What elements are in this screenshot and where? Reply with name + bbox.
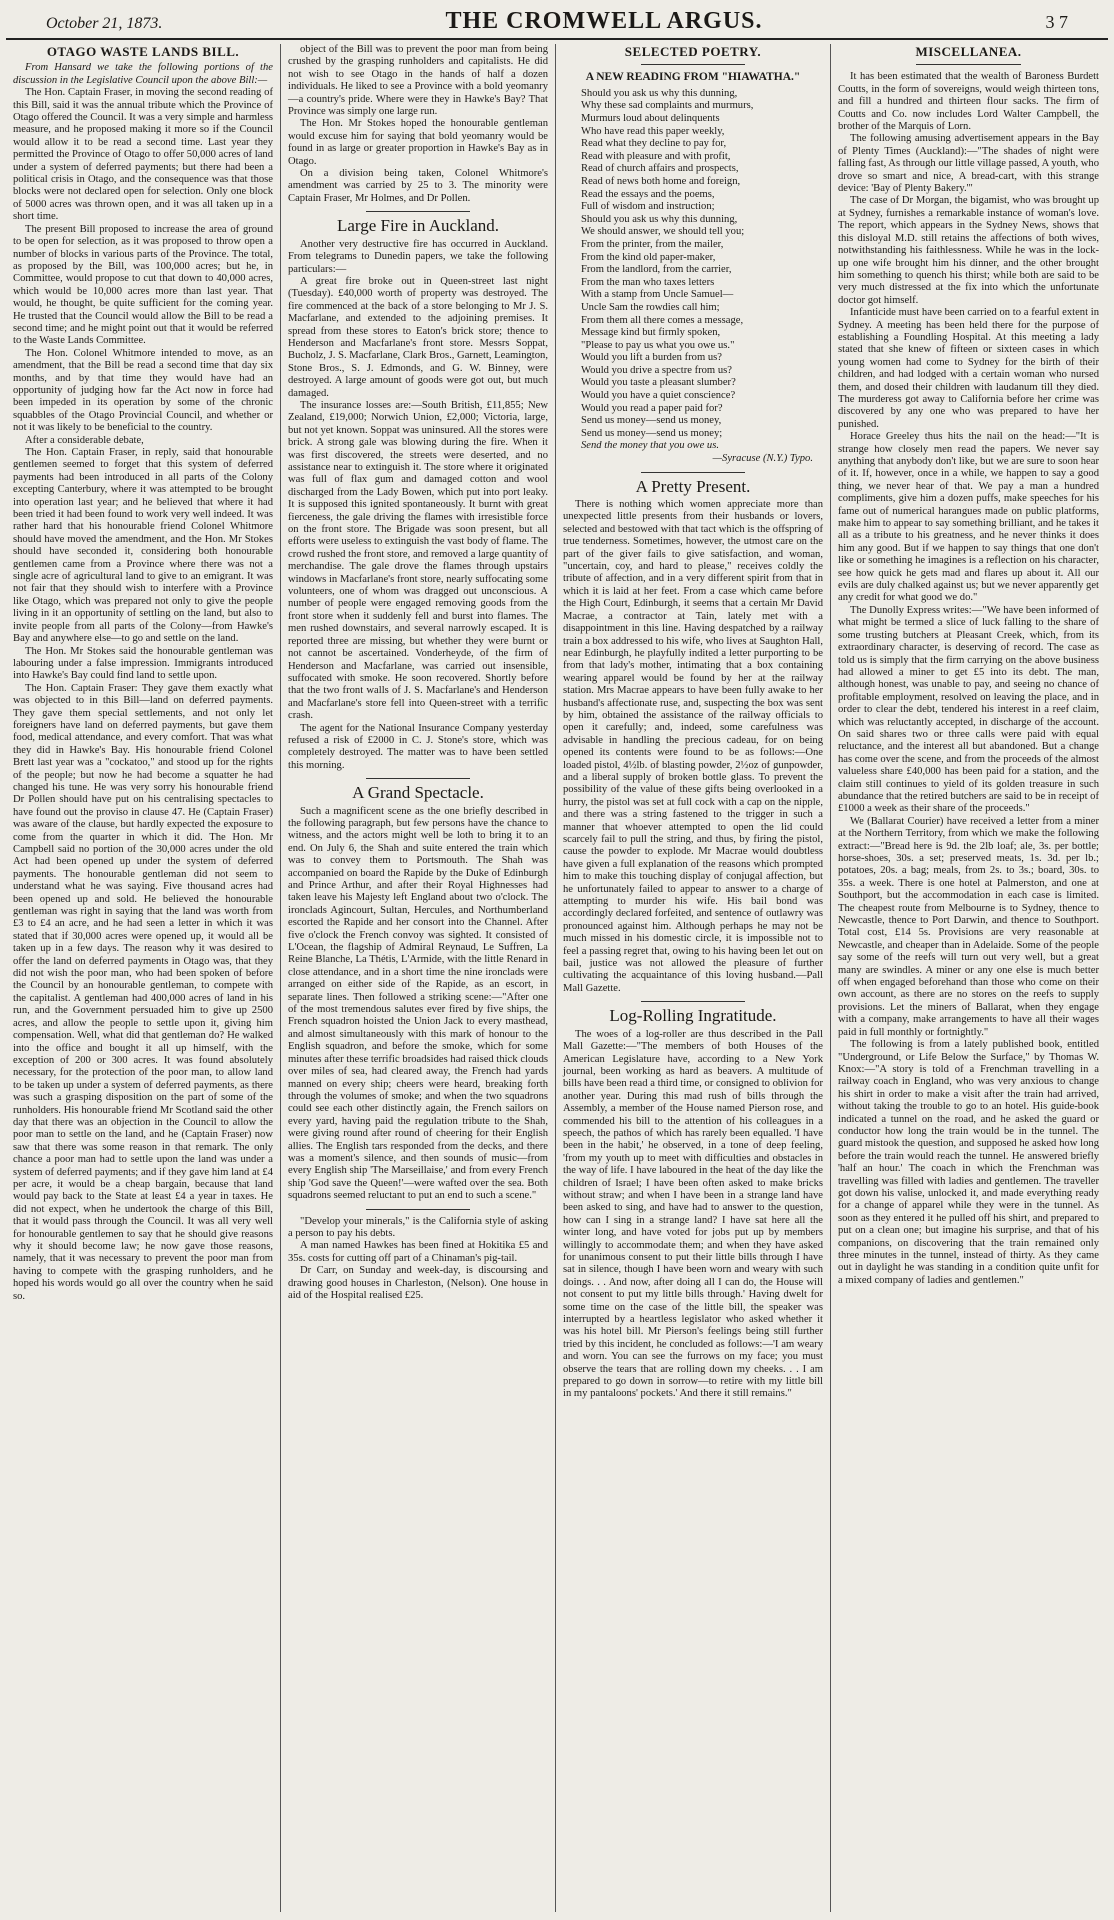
article-paragraph: The present Bill proposed to increase the area of ground to be open for selection, as it was proposed to throw open a number of blocks in various parts of the Province. The total, as proposed by the Bill, was 100,000 acres; but he, in Committee, would propose to cut that down to 40,000 acres, which would be 10,000 acres more than last year. That would, he thought, be quite sufficient for the coming year. He trusted that the Council would allow the Bill to be read a second time; and he might point out that it would be referred to the Waste Lands Committee. [13, 223, 273, 347]
column-4 [831, 44, 1106, 1912]
article-paragraph: The insurance losses are:—South British, £11,855; New Zealand, £19,000; Norwich Union, £2,000; Victoria, large, but not yet known. Soppat was uninsured. All the stores were brick. A strong gale was blowing during the fire. When it was first discovered, the streets were deserted, and no assistance near to extinguish it. The store where it originated was full of flax gum and damaged cotton and wool discharged from the Lady Bowen, which put into port leaky. It is supposed this ignited spontaneously. It burnt with great fierceness, the gale driving the flames with irresistible force on the front store. The Brigade was soon present, but all efforts were useless to extinguish the vast body of flame. The crowd rushed the front store, and removed a large quantity of merchandise. The gale drove the flames through upstairs windows in Macfarlane's front store, nearly suffocating some volunteers, one of whom was dragged out unconscious. A number of people were engaged removing goods from the front store when it suddenly fell and burst into flames. The men rushed downstairs, and several narrowly escaped. It is reported three are missing, but whether they were burnt or not cannot be ascertained. Vonderheyde, of the firm of Henderson and Macfarlane, was carried out insensible, suffocated with smoke. He soon recovered. Shortly before that the two front walls of J. S. Macfarlane's and Henderson and Macfarlane's store fell into Queen-street with a terrific crash. [288, 399, 548, 722]
poem-line: "Please to pay us what you owe us." [581, 339, 735, 351]
section-headline: MISCELLANEA. [915, 44, 1022, 59]
article-paragraph: The case of Dr Morgan, the bigamist, who was brought up at Sydney, furnishes a remarkable instance of woman's love. The report, which appears in the Sydney News, shows that this disloyal M.D. still retains the affections of both wives, notwithstanding his faithlessness. While he was in the lock-up one wife brought him his dinner, and the other brought him something to quench his thirst; while both are said to be very much distressed at the fix into which the unfortunate doctor got himself. [838, 195, 1099, 306]
column-2 [281, 44, 556, 1912]
poem [563, 88, 823, 466]
article-paragraph: The Hon. Mr Stokes hoped the honourable gentleman would excuse him for saying that bold yeomanry would be found in as large or greater proportion in Hawke's Bay as in Otago. [288, 118, 548, 167]
article-paragraph: Such a magnificent scene as the one briefly described in the following paragraph, but few persons have the chance to witness, and the actors might well be loth to bring it to an end. On July 6, the Shah and suite entered the train which was to convey them to Portsmouth. The Shah was accompanied on board the Rapide by the Duke of Edinburgh and Prince Arthur, and after their Royal Highnesses had taken leave his Majesty left England about two o'clock. The ironclads Agincourt, Sultan, Hercules, and Northumberland escorted the Rapide and her consort into the Channel. After five o'clock the French convoy was sighted. It consisted of L'Ocean, the flagship of Admiral Reynaud, Le Suffren, La Reine Blanche, La Thétis, L'Armide, with the little Renard in close attendance, and in a short time the nine ironclads were arranged on either side of the Rapide, as an escort, in separate lines. Then followed a striking scene:—"After one of the most tremendous salutes ever fired by five ships, the French squadron hoisted the Union Jack to every masthead, and almost simultaneously with this mark of honour to the English squadron, and before the smoke, which for some minutes after these terrific broadsides had raised thick clouds over miles of sea, had cleared away, the French had yards manned on every ship; cheers were heard, breaking forth through the volumes of smoke; and when the two squadrons could see each other distinctly again, the French sailors on every yard, having paid the regulation tribute to the Shah, were giving round after round of cheering for their English allies. The English tars responded from the decks, and there was a moment's silence, and then sounds of music—from every English ship 'The Marseillaise,' and from every French ship 'God save the Queen!'—were wafted over the sea. Both squadrons seemed reluctant to put an end to such a scene." [288, 805, 548, 1202]
article-paragraph: object of the Bill was to prevent the poor man from being crushed by the grasping runholders and capitalists. He did not wish to see Otago in the hands of half a dozen individuals. He liked to see a Province with a bold yeomanry—a country's pride. Where were they in Hawke's Bay? That Province was simply one large run. [288, 44, 548, 118]
article-intro: From Hansard we take the following portions of the discussion in the Legislative Council upon the above Bill:— [13, 62, 273, 86]
poem-line: With a stamp from Uncle Samuel— [581, 289, 734, 301]
article-paragraph: The Hon. Captain Fraser, in reply, said that honourable gentlemen seemed to forget that this system of deferred payments had been introduced in all parts of the Colony excepting Canterbury, where it was attempted to be brought into operation last year; and he believed that where it had been tried it had been found to work very well indeed. It was rather hard that his honourable friend Colonel Whitmore should have moved the amendment, and the Hon. Mr Stokes should have seconded it, considering both honourable gentlemen came from a Province where there was not a single acre of agricultural land to give to an emigrant. It was not fair that they should wish to interfere with a Province like Otago, which was prepared not only to give the people living in it an opportunity of settling on the land, but also to invite people from all parts of the Colony—from Hawke's Bay and anywhere else—to go and settle on the land. [13, 447, 273, 645]
poem-title: A NEW READING FROM "HIAWATHA." [585, 71, 801, 84]
poem-line: From them all there comes a message, [581, 314, 744, 326]
columns [6, 44, 1108, 1912]
poem-line: We should answer, we should tell you; [581, 226, 745, 238]
poem-line: Read with pleasure and with profit, [581, 150, 731, 162]
poem-line: Send us money—send us money; [581, 427, 723, 439]
article-paragraph: The Dunolly Express writes:—"We have been informed of what might be termed a slice of luck falling to the share of some trusting butchers at Pleasant Creek, which, from its extraordinary character, is deserving of record. The case as told us is simply that the firm carrying on the above business had allowed a miner to get £5 into its debt. The man, although honest, was unable to pay, and seeing no chance of profitable employment, resolved on leaving the place, and in order to clear the debt, tendered his interest in a reef claim, which was reluctantly accepted, in discharge of the account. On said shares two or three calls were paid with equal reluctance, and the interest all but abandoned. But a change has come over the scene, and from the proceeds of the almost valueless share £40,000 has been paid for a station, and the claim still continues to yield of its golden treasure in such abundance that the retired butchers are said to be in receipt of £1000 a week as their share of the proceeds." [838, 604, 1099, 815]
poem-line: Would you drive a spectre from us? [581, 364, 732, 376]
poem-line: Who have read this paper weekly, [581, 125, 725, 137]
article-paragraph: The Hon. Captain Fraser: They gave them exactly what was objected to in this Bill—land on deferred payments. They gave them special settlements, and not only let foreigners have land on deferred payments, but gave them food, medical attendance, and every comfort. That was what they did in Hawke's Bay. His honourable friend Colonel Brett last year was a "cockatoo," and stood up for the rights of the people; but now he had become a squatter he had changed his tune. He was very sorry his honourable friend Dr Pollen should have put on his centralising spectacles to have found out the proviso in clause 47. He (Captain Fraser) was aware of the clause, but hardly expected the exposure to come from the quarter in which it did. The Hon. Mr Campbell said no portion of the 30,000 acres under the old Act had been opened up under the system of deferred payments. The honourable gentleman did not seem to understand what he was saying. Five thousand acres had been opened up and sold. He believed the honourable gentleman was right in saying that the land was worth from £3 to £4 an acre, and he had seen a letter in which it was stated that if 30,000 acres were opened up, it would all be taken up in a few days. The reason why it was desired to offer the land on deferred payments in Otago was, that they did not wish the poor man, who had been spoken of before the Council by an honourable gentleman, to compete with the capitalist. A gentleman had 400,000 acres of land in his run, and the Government persuaded him to give up 2500 acres, and allow the people to settle upon it, giving him compensation. Well, what did that gentleman do? He walked into the office and bought it all up himself, with the exception of 200 or 300 acres. It was found absolutely necessary, for the protection of the poor man, to allow land to be taken up under a system of deferred payments, as there was such a grasping disposition on the part of some of the runholders. His honourable friend Mr Scotland said the other day that there was an objection in the Council to allow the poor man to settle on the land, and he (Captain Fraser) now saw that there was some reason in that remark. The only chance a poor man had to settle upon the land was under a system of deferred payments; and if they gave him land at £4 per acre, it would be a cheap bargain, because that land would pay back to the State at least £4 a year in taxes. He did not expect, when he undertook the charge of this Bill, that it would pass through the Council. It was all very well for honourable gentlemen to say that he should give reasons why it should become law; he now gave those reasons, namely, that it was necessary to prevent the poor man from having to compete with the grasping runholders, and he hoped his words would go all over the country when he said so. [13, 682, 273, 1302]
fire-headline: Large Fire in Auckland. [336, 216, 500, 236]
article-paragraph: "Develop your minerals," is the California style of asking a person to pay his debts. [288, 1215, 548, 1239]
page-number: 3 7 [1045, 12, 1068, 32]
divider [916, 64, 1020, 65]
article-paragraph: The following amusing advertisement appears in the Bay of Plenty Times (Auckland):—"The shades of night were falling fast, As through our little village passed, A youth, who drove so smart and nice, A bread-cart, with this strange device: 'Bay of Plenty Bakery.'" [838, 133, 1099, 195]
logroll-headline: Log-Rolling Ingratitude. [609, 1006, 777, 1026]
divider [641, 1001, 745, 1002]
divider [641, 472, 745, 473]
article-paragraph: The Hon. Captain Fraser, in moving the second reading of this Bill, said it was the annual tribute which the Province of Otago offered the Council. It was a very simple and harmless measure, and he proposed making it more so if the Council would allow it to be read a second time. Last year they permitted the Province of Otago to offer 50,000 acres of land under a system of deferred payments; but there had been a political crisis in Otago, and the consequence was that those blocks were not declared open for selection. Only one block of 5000 acres was thrown open, and it was all taken up in a short time. [13, 87, 273, 223]
article-paragraph: A man named Hawkes has been fined at Hokitika £5 and 35s. costs for cutting off part of a Chinaman's pig-tail. [288, 1240, 548, 1264]
article-paragraph: Infanticide must have been carried on to a fearful extent in Sydney. A meeting has been held there for the purpose of establishing a Foundling Hospital. At this meeting a lady stated that she knew of fifteen or sixteen cases in which young women had come to Sydney for the birth of their children, and had lodged with a certain woman who nursed them, and dosed their children with laudanum till they died. The murderess got away to California before her crime was discovered by any one who was prepared to have her punished. [838, 307, 1099, 430]
poem-line: Full of wisdom and instruction; [581, 201, 715, 213]
article-paragraph: On a division being taken, Colonel Whitmore's amendment was carried by 25 to 3. The minority were Captain Fraser, Mr Holmes, and Dr Pollen. [288, 168, 548, 204]
poem-line: Read what they decline to pay for, [581, 138, 727, 150]
article-paragraph: The agent for the National Insurance Company yesterday refused a risk of £2000 in C. J. Stone's store, which was completely destroyed. The matter was to have been settled this morning. [288, 722, 548, 771]
divider [641, 64, 745, 65]
article-paragraph: A great fire broke out in Queen-street last night (Tuesday). £40,000 worth of property was destroyed. The fire commenced at the back of a store belonging to Mr J. S. Macfarlane, and extended to the adjoining premises. It spread from these stores to Eaton's brick store; thence to Henderson and Macfarlane's front store. Messrs Soppat, Bucholz, J. S. Macfarlane, Clark Bros., Garnett, Leamington, Stone Bros., S. J. Edmonds, and G. W. Binney, were destroyed. A large amount of goods were got out, but much damaged. [288, 275, 548, 399]
article-paragraph: The Hon. Colonel Whitmore intended to move, as an amendment, that the Bill be read a second time that day six months, and by that time they would have had an opportunity of judging how far the Act now in force had been impeded in its operation by some of the chronic squabbles of the Otago Provincial Council, and whether or not it was likely to be beneficial to the country. [13, 347, 273, 434]
article-paragraph: The Hon. Mr Stokes said the honourable gentleman was labouring under a false impression. Immigrants introduced into Hawke's Bay could find land to settle upon. [13, 645, 273, 682]
section-headline: SELECTED POETRY. [624, 44, 762, 59]
poem-line: From the landlord, from the carrier, [581, 264, 732, 276]
poem-line: Message kind but firmly spoken, [581, 327, 721, 339]
poem-line: Uncle Sam the rowdies call him; [581, 301, 720, 313]
issue-date: October 21, 1873. [46, 15, 163, 32]
article-paragraph: Another very destructive fire has occurred in Auckland. From telegrams to Dunedin papers, we take the following particulars:— [288, 238, 548, 275]
divider [366, 1209, 470, 1210]
spectacle-headline: A Grand Spectacle. [352, 783, 484, 803]
article-paragraph: The following is from a lately published book, entitled "Underground, or Life Below the Surface," by Thomas W. Knox:—"A story is told of a Frenchman travelling in a railway coach in England, who was very anxious to change his shirt in order to make a visit after the train had arrived, without taking the trouble to go to an hotel. His guide-book indicated a tunnel on the road, and he asked the guard or conductor how long the train would be in the tunnel. The guard mistook the question, and supposed he asked how long before the train would reach the tunnel. He answered briefly 'half an hour.' The coach in which the Frenchman was travelling was filled with ladies and gentlemen. The traveller got down his valise, unlocked it, and made everything ready for a change of apparel while they were in the tunnel. As soon as they entered it he pulled off his shirt, and prepared to put on a clean one; but imagine his surprise, and that of his companions, on discovering that the train remained only three minutes in the tunnel, instead of thirty. As they came out in daylight he was standing in a condition quite unfit for a mixed company of ladies and gentlemen." [838, 1039, 1099, 1286]
poem-line: Should you ask us why this dunning, [581, 87, 738, 99]
poem-line: From the printer, from the mailer, [581, 238, 724, 250]
poem-line: From the kind old paper-maker, [581, 251, 716, 263]
article-headline: OTAGO WASTE LANDS BILL. [46, 44, 240, 59]
poem-source: —Syracuse (N.Y.) Typo. [712, 453, 813, 465]
divider [366, 211, 470, 212]
poem-line: Would you read a paper paid for? [581, 402, 723, 414]
poem-line: Should you ask us why this dunning, [581, 213, 738, 225]
article-paragraph: The woes of a log-roller are thus described in the Pall Mall Gazette:—"The members of both Houses of the American Legislature have, according to a New York journal, been working as hard as beavers. A multitude of bills have been read a third time, or consigned to oblivion for another year. During this mad rush of bills through the Assembly, a member of the House named Pierson rose, and commended his bill to the attention of his colleagues in a speech, the pathos of which has rarely been equalled. 'I have been in the habit,' he observed, in a tone of deep feeling, 'from my youth up to meet with difficulties and obstacles in the way of life. I have laboured in the heat of the day like the children of Israel; I have been often asked to make bricks without straw; and when I have been in a strange land have been asked to sing, and have had to answer to the question, how can I sing in a strange land? I have sat here all the winter long, and have voted for jobs put up by members willingly to accommodate them; and when they have asked for unanimous consent to put their little bills through I have sat in silence, though I have been worn and weary with such doings. . . And now, after doing all I can do, the House will not consent to put my little bills through.' Having dwelt for some time on the case of the little bill, the speaker was interrupted by a heartless legislator who asked whether it was his hotel bill. Mr Pierson's feelings being still further tried by this incident, he concluded as follows:—'I am weary and worn. You can see the furrows on my face; you must observe the tears that are rolling down my cheeks. . . I am prepared to go down in sorrow—to retire with my little bill in my pantaloons' pockets.' And there it still remains." [563, 1028, 823, 1400]
poem-line: Send the money that you owe us. [581, 440, 719, 452]
poem-line: Send us money—send us money, [581, 415, 722, 427]
poem-line: Read of news both home and foreign, [581, 175, 741, 187]
poem-line: Read the essays and the poems, [581, 188, 715, 200]
article-paragraph: We (Ballarat Courier) have received a letter from a miner at the Northern Territory, from which we make the following extract:—"Bread here is 9d. the 2lb loaf; ale, 3s. per bottle; horse-shoes, 30s. a set; preserved meats, 1s. 3d. per lb.; potatoes, 20s. a bag; meals, from 2s. to 3s.; board, 30s. to 35s. a week. There is one hotel at Palmerston, and one at Southport, but the accommodation in each case is limited. The cheapest route from Melbourne is to Sydney, thence to Newcastle, thence to Port Darwin, and thence to Southport. Total cost, £14 5s. Provisions are very reasonable at Newcastle, and cheaper than in Adelaide. Some of the people say some of the reefs will turn out very well, but a great many are swindles. A miner or any one else is much better off when engaged beforehand than those who come on their own account, as there are no stores on the reefs to supply provisions. Let the miners of Ballarat, when they engage with a company, make arrangements to have all their wages paid in full monthly or fortnightly." [838, 815, 1099, 1038]
column-3 [556, 44, 831, 1912]
poem-line: Would you taste a pleasant slumber? [581, 377, 736, 389]
poem-line: Would you lift a burden from us? [581, 352, 722, 364]
poem-line: Murmurs loud about delinquents [581, 113, 720, 124]
masthead [6, 8, 1108, 40]
article-paragraph: Horace Greeley thus hits the nail on the head:—"It is strange how closely men read the papers. We never say anything that anybody don't like, but we are sure to soon hear of it. If, however, once in a while, we happen to say a good thing, we never hear of that. We pay a man a hundred compliments, give him a dozen puffs, make speeches for his fame out of numerical harangues made on public platforms, make him to appear to say something brilliant, and he takes it all as a tribute to his greatness, and he never thinks it does him any good. But if we happen to say things that one don't like or something he imagines is a reflection on his character, see how quick he gets mad and flares up about it. All our evils are duly chalked against us; but we never apparently get any credit for what good we do." [838, 431, 1099, 604]
article-paragraph: After a considerable debate, [25, 434, 144, 446]
newspaper-title: THE CROMWELL ARGUS. [445, 8, 763, 34]
article-paragraph: There is nothing which women appreciate more than unexpected little presents from their husbands or lovers, selected and bestowed with that tact which is the offspring of true tenderness. Sometimes, however, the utmost care on the part of the giver fails to give satisfaction, and woman, "uncertain, coy, and hard to please," receives coldly the tribute of affection, and in a very different spirit from that in which it is laid at her feet. From a case which came before the High Court, Edinburgh, it seems that a certain Mr David Macrae, a contractor at Tain, lately met with a disappointment in this line. Having despatched by a railway train a box addressed to his wife, who lives at Saughton Hall, near Edinburgh, he playfully indited a letter purporting to be from that lady's mother, intimating that a box containing wearing apparel would be found by her at the railway station. Mrs Macrae appears to have been fully awake to her husband's affectionate ruse, and, suspecting the box was sent by him, obtained the assistance of the railway officials to open it carefully; and, indeed, some carefulness was advisable in handling the precious cadeau, for on being opened its contents were found to be as follows:—One loaded pistol, 4½lb. of blasting powder, 2½oz of gunpowder, and a liberal supply of broken bottle glass. To prevent the possibility of the value of these gifts being overlooked in a hurry, the pistol was set at full cock with a cap on the nipple, and there was a string fastened to the trigger in such a manner that whoever attempted to open the lid could scarcely fail to pull the string, and thus, by firing the pistol, cause the powder to explode. Mr Macrae would doubtless have given a full explanation of the reasons which prompted him to make this touching display of conjugal affection, but he unfortunately failed to appear to answer to a charge of attempting to murder his wife. His bail bond was accordingly declared forfeited, and sentence of outlawry was pronounced against him. Although perhaps he may not be much missed in his domestic circle, it is impossible not to feel a passing regret that, owing to his having been let out on bail, justice was not allowed the pleasure of further cultivating the acquaintance of this loving husband.—Pall Mall Gazette. [563, 499, 823, 994]
article-paragraph: It has been estimated that the wealth of Baroness Burdett Coutts, in the form of sovereigns, would weigh thirteen tons, and fill a hundred and thirteen flour sacks. The firm of Coutts and Co. now includes Lord Walter Campbell, the brother of the Marquis of Lorn. [838, 71, 1099, 133]
column-1 [6, 44, 281, 1912]
present-headline: A Pretty Present. [635, 476, 751, 496]
poem-line: From the man who taxes letters [581, 276, 715, 288]
poem-line: Why these sad complaints and murmurs, [581, 100, 754, 112]
article-paragraph: Dr Carr, on Sunday and week-day, is discoursing and drawing good houses in Charleston, (Nelson). One house in aid of the Hospital realised £25. [288, 1265, 548, 1301]
poem-line: Read of church affairs and prospects, [581, 163, 739, 175]
poem-line: Would you have a quiet conscience? [581, 390, 736, 402]
divider [366, 778, 470, 779]
